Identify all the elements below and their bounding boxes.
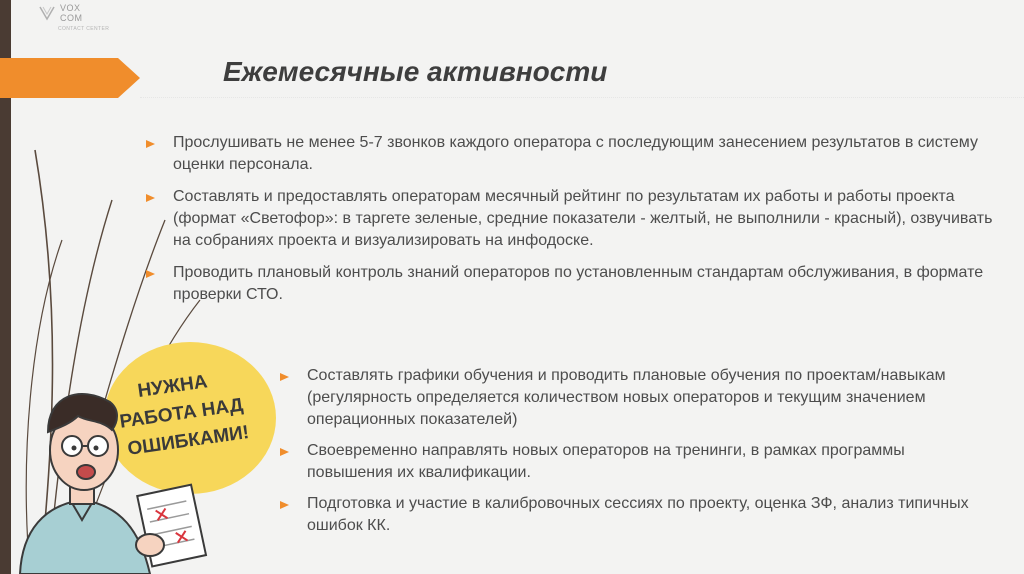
title-divider-line xyxy=(140,97,1024,98)
bullet-arrow-icon xyxy=(146,140,155,148)
bullet-arrow-icon xyxy=(146,194,155,202)
list-item-text: Составлять графики обучения и проводить плановые обучения по проектам/навыкам (регулярность определяется количеством новых операторов и текущим значением операционных показателей) xyxy=(307,367,946,428)
logo-brand-line-1: VOX xyxy=(60,3,81,13)
bullet-arrow-icon xyxy=(280,373,289,381)
cartoon-illustration xyxy=(0,340,280,574)
activities-list-top xyxy=(146,132,1006,316)
list-item-text: Своевременно направлять новых операторов на тренинги, в рамках программы повышения их квалификации. xyxy=(307,442,905,481)
page-title: Ежемесячные активности xyxy=(223,56,608,87)
logo-subtext: CONTACT CENTER xyxy=(58,26,110,32)
list-item xyxy=(146,186,1006,252)
list-item xyxy=(280,440,985,484)
bullet-arrow-icon xyxy=(280,501,289,509)
company-logo xyxy=(38,2,110,44)
title-accent-banner xyxy=(0,58,140,98)
list-item-text: Подготовка и участие в калибровочных сессиях по проекту, оценка ЗФ, анализ типичных ошибок КК. xyxy=(307,495,969,534)
speech-bubble-line-2: РАБОТА НАД xyxy=(118,394,245,433)
logo-brand-text xyxy=(60,3,83,23)
list-item-text: Прослушивать не менее 5-7 звонков каждого оператора с последующим занесением результатов в систему оценки персонала. xyxy=(173,134,978,173)
list-item xyxy=(146,262,1006,306)
list-item xyxy=(280,365,985,431)
bullet-arrow-icon xyxy=(146,270,155,278)
list-item-text: Проводить плановый контроль знаний операторов по установленным стандартам обслуживания, в формате проверки СТО. xyxy=(173,264,984,303)
bullet-arrow-icon xyxy=(280,448,289,456)
list-item xyxy=(146,132,1006,176)
speech-bubble-line-1: НУЖНА xyxy=(136,371,209,402)
logo-mark-icon xyxy=(38,4,56,22)
speech-bubble-line-3: ОШИБКАМИ! xyxy=(126,422,251,460)
list-item-text: Составлять и предоставлять операторам месячный рейтинг по результатам их работы и работы проекта (формат «Светофор»: в таргете зеленые, средние показатели - желтый, не выполнили - красный), озвучивать на собраниях проекта и визуализировать на инфодоске. xyxy=(173,188,993,249)
logo-brand-line-2: COM xyxy=(60,13,83,23)
activities-list-bottom xyxy=(280,365,985,546)
list-item xyxy=(280,493,985,537)
